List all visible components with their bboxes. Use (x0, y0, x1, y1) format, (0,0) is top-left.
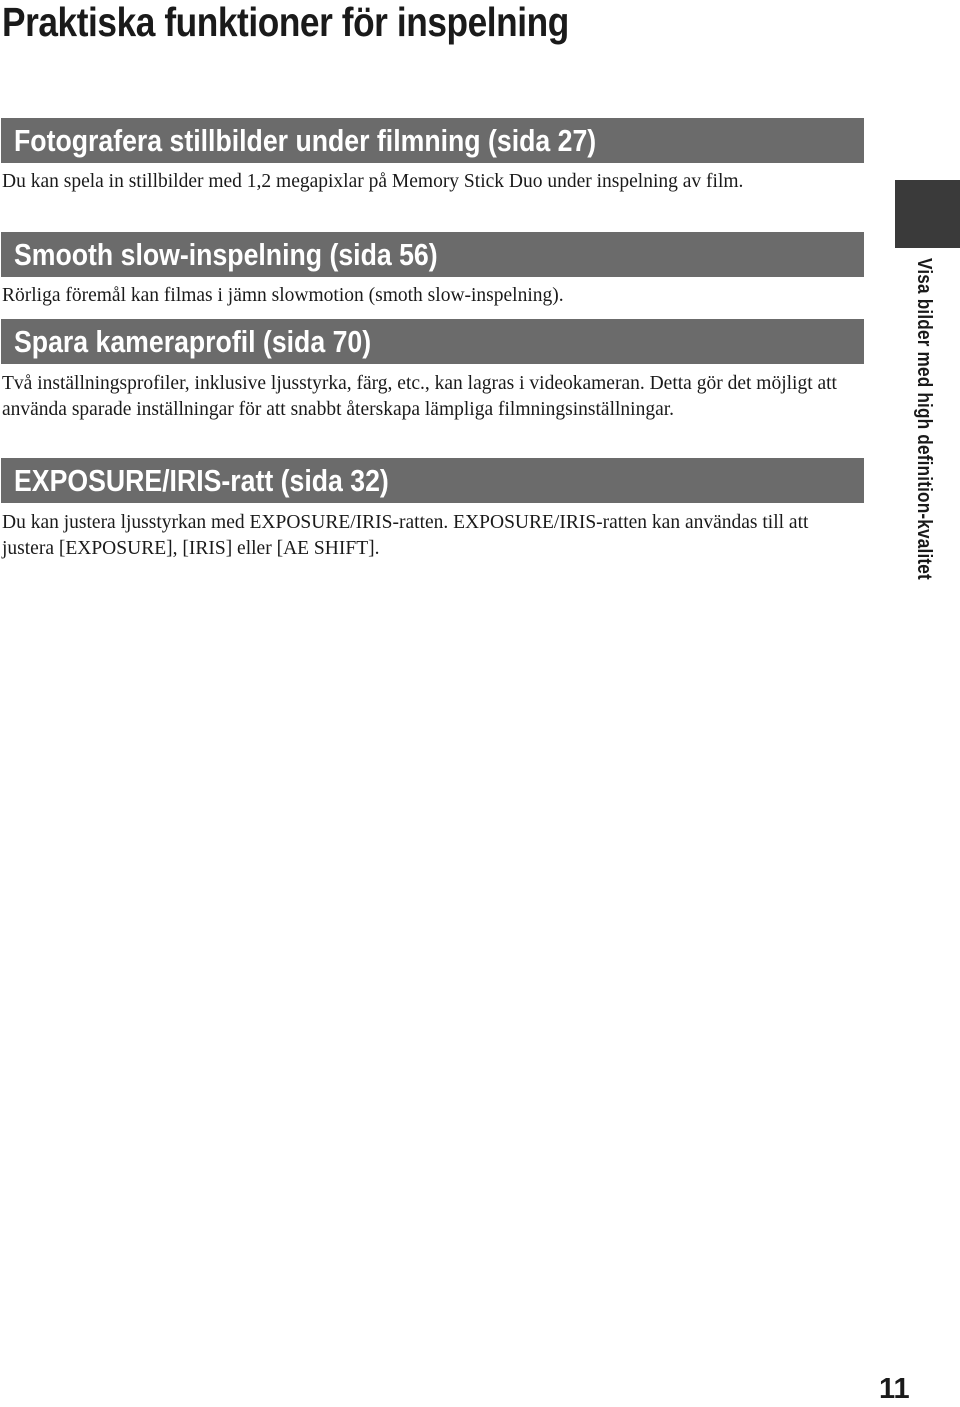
section-body-still-photos: Du kan spela in stillbilder med 1,2 megapixlar på Memory Stick Duo under inspelning av film. (2, 171, 744, 192)
section-heading-bar-exposure-iris (1, 458, 864, 503)
section-heading-smooth-slow: Smooth slow-inspelning (sida 56) (14, 237, 438, 272)
section-heading-exposure-iris: EXPOSURE/IRIS-ratt (sida 32) (14, 463, 389, 498)
section-body-exposure-iris: Du kan justera ljusstyrkan med EXPOSURE/IRIS-ratten. EXPOSURE/IRIS-ratten kan användas till att justera [EXPOSURE], [IRIS] eller [AE SHIFT]. (2, 512, 809, 559)
section-heading-camera-profile: Spara kameraprofil (sida 70) (14, 324, 372, 359)
chapter-tab-marker (895, 180, 960, 248)
section-body-camera-profile: Två inställningsprofiler, inklusive ljusstyrka, färg, etc., kan lagras i videokameran. Detta gör det möjligt att använda sparade inställningar för att snabbt återskapa lämpliga filmningsinställningar. (2, 373, 837, 420)
chapter-side-label: Visa bilder med high definition-kvalitet (913, 258, 935, 580)
section-heading-bar-camera-profile (1, 319, 864, 364)
section-heading-still-photos: Fotografera stillbilder under filmning (sida 27) (14, 123, 597, 158)
section-heading-bar-smooth-slow (1, 232, 864, 277)
section-body-smooth-slow: Rörliga föremål kan filmas i jämn slowmotion (smoth slow-inspelning). (2, 285, 564, 306)
page-title: Praktiska funktioner för inspelning (2, 0, 569, 45)
page-number: 11 (879, 1373, 910, 1405)
section-heading-bar-still-photos (1, 118, 864, 163)
